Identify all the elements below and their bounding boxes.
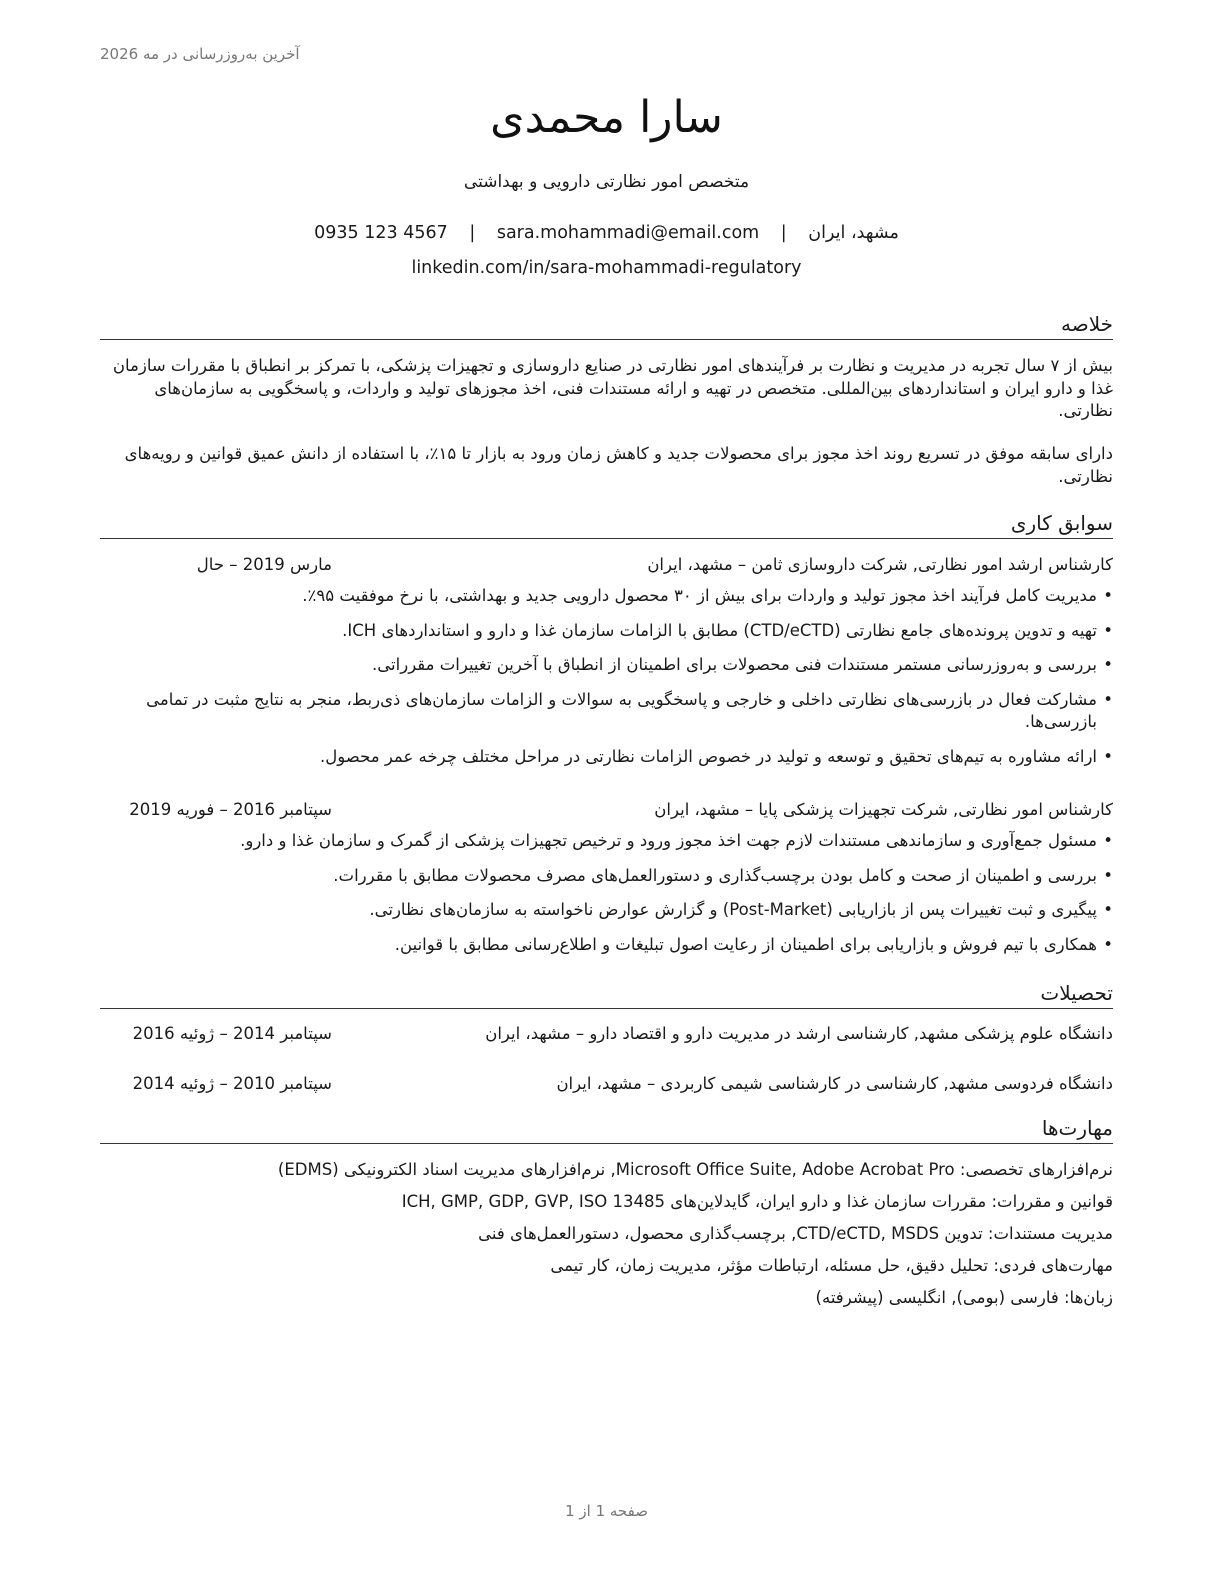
job-bullets [100, 585, 1113, 780]
job-header [100, 798, 1113, 822]
skill-line: مدیریت مستندات: تدوین CTD/eCTD, MSDS, برچسب‌گذاری محصول، دستورالعمل‌های فنی [478, 1224, 1113, 1243]
job-bullet: • ارائه مشاوره به تیم‌های تحقیق و توسعه و تولید در خصوص الزامات نظارتی در مراحل مختلف چرخه عمر محصول. [100, 746, 1113, 769]
skill-line: قوانین و مقررات: مقررات سازمان غذا و دارو ایران، گایدلاین‌های ICH, GMP, GDP, GVP, ISO 13485 [401, 1192, 1113, 1211]
summary-heading: خلاصه [100, 310, 1113, 340]
education-heading: تحصیلات [100, 979, 1113, 1009]
job-role: کارشناس ارشد امور نظارتی, شرکت داروسازی ثامن – مشهد، ایران [647, 555, 1113, 574]
phone-number: 0935 123 4567 [314, 223, 448, 243]
experience-heading: سوابق کاری [100, 509, 1113, 539]
summary-paragraph-2: دارای سابقه موفق در تسریع روند اخذ مجوز برای محصولات جدید و کاهش زمان ورود به بازار تا ۱۵٪، با استفاده از دانش عمیق قوانین و رویه‌های نظارتی. [124, 444, 1113, 486]
job-role: کارشناس امور نظارتی, شرکت تجهیزات پزشکی پایا – مشهد، ایران [654, 800, 1113, 819]
job-bullet: • پیگیری و ثبت تغییرات پس از بازاریابی (Post-Market) و گزارش عوارض ناخواسته به سازمان‌های نظارتی. [100, 899, 1113, 922]
education-degree: دانشگاه علوم پزشکی مشهد, کارشناسی ارشد در مدیریت دارو و اقتصاد دارو – مشهد، ایران [485, 1024, 1113, 1043]
job-bullet: • تهیه و تدوین پرونده‌های جامع نظارتی (CTD/eCTD) مطابق با الزامات سازمان غذا و دارو و استانداردهای ICH. [100, 620, 1113, 643]
summary-paragraph-1: بیش از ۷ سال تجربه در مدیریت و نظارت بر فرآیندهای امور نظارتی در صنایع داروسازی و تجهیزات پزشکی، با تمرکز بر انطباق با مقررات سازمان غذا و دارو ایران و استانداردهای بین‌المللی. متخصص در تهیه و ارائه مستندات فنی، اخذ مجوزهای تولید و واردات، و پاسخگویی به سازمان‌های نظارتی. [112, 356, 1113, 420]
linkedin-link[interactable]: linkedin.com/in/sara-mohammadi-regulatory [411, 258, 802, 278]
job-header [100, 553, 1113, 577]
job-bullet: • بررسی و به‌روزرسانی مستمر مستندات فنی محصولات برای اطمینان از انطباق با آخرین تغییرات مقرراتی. [100, 654, 1113, 677]
skills-heading: مهارت‌ها [100, 1114, 1113, 1144]
location: مشهد، ایران [808, 223, 899, 243]
resume-page [100, 0, 1113, 1584]
skill-line: زبان‌ها: فارسی (بومی), انگلیسی (پیشرفته) [815, 1288, 1113, 1307]
skills-list [100, 1154, 1113, 1314]
email-link[interactable]: sara.mohammadi@email.com [496, 223, 760, 243]
contact-separator: | [780, 223, 787, 243]
contact-line [100, 223, 1113, 243]
education-item [100, 1022, 1113, 1046]
job-bullet: • همکاری با تیم فروش و بازاریابی برای اطمینان از رعایت اصول تبلیغات و اطلاع‌رسانی مطابق با قوانین. [100, 934, 1113, 957]
job-bullet: • بررسی و اطمینان از صحت و کامل بودن برچسب‌گذاری و دستورالعمل‌های مصرف محصولات مطابق با مقررات. [100, 865, 1113, 888]
candidate-name: سارا محمدی [490, 92, 723, 143]
page-number: صفحه 1 از 1 [565, 1502, 648, 1520]
last-updated: آخرین به‌روزرسانی در مه 2026 [100, 45, 300, 63]
education-dates: سپتامبر 2014 – ژوئیه 2016 [132, 1024, 332, 1043]
skill-line: مهارت‌های فردی: تحلیل دقیق، حل مسئله، ارتباطات مؤثر، مدیریت زمان، کار تیمی [550, 1256, 1113, 1275]
job-bullets [100, 830, 1113, 968]
education-item [100, 1072, 1113, 1096]
job-dates: سپتامبر 2016 – فوریه 2019 [129, 800, 332, 819]
job-dates: مارس 2019 – حال [196, 555, 332, 574]
contact-separator: | [469, 223, 476, 243]
education-degree: دانشگاه فردوسی مشهد, کارشناسی در کارشناسی شیمی کاربردی – مشهد، ایران [556, 1074, 1113, 1093]
skill-line: نرم‌افزارهای تخصصی: Microsoft Office Suite, Adobe Acrobat Pro, نرم‌افزارهای مدیریت اسناد الکترونیکی (EDMS) [277, 1160, 1113, 1179]
job-bullet: • مدیریت کامل فرآیند اخذ مجوز تولید و واردات برای بیش از ۳۰ محصول دارویی جدید و بهداشتی، با نرخ موفقیت ۹۵٪. [100, 585, 1113, 608]
job-bullet: • مسئول جمع‌آوری و سازماندهی مستندات لازم جهت اخذ مجوز ورود و ترخیص تجهیزات پزشکی از گمرک و سازمان غذا و دارو. [100, 830, 1113, 853]
candidate-title: متخصص امور نظارتی دارویی و بهداشتی [463, 172, 750, 192]
education-dates: سپتامبر 2010 – ژوئیه 2014 [132, 1074, 332, 1093]
job-bullet: • مشارکت فعال در بازرسی‌های نظارتی داخلی و خارجی و پاسخگویی به سوالات و الزامات سازمان‌های ذی‌ربط، منجر به نتایج مثبت در تمامی بازرسی‌ها. [100, 689, 1113, 734]
